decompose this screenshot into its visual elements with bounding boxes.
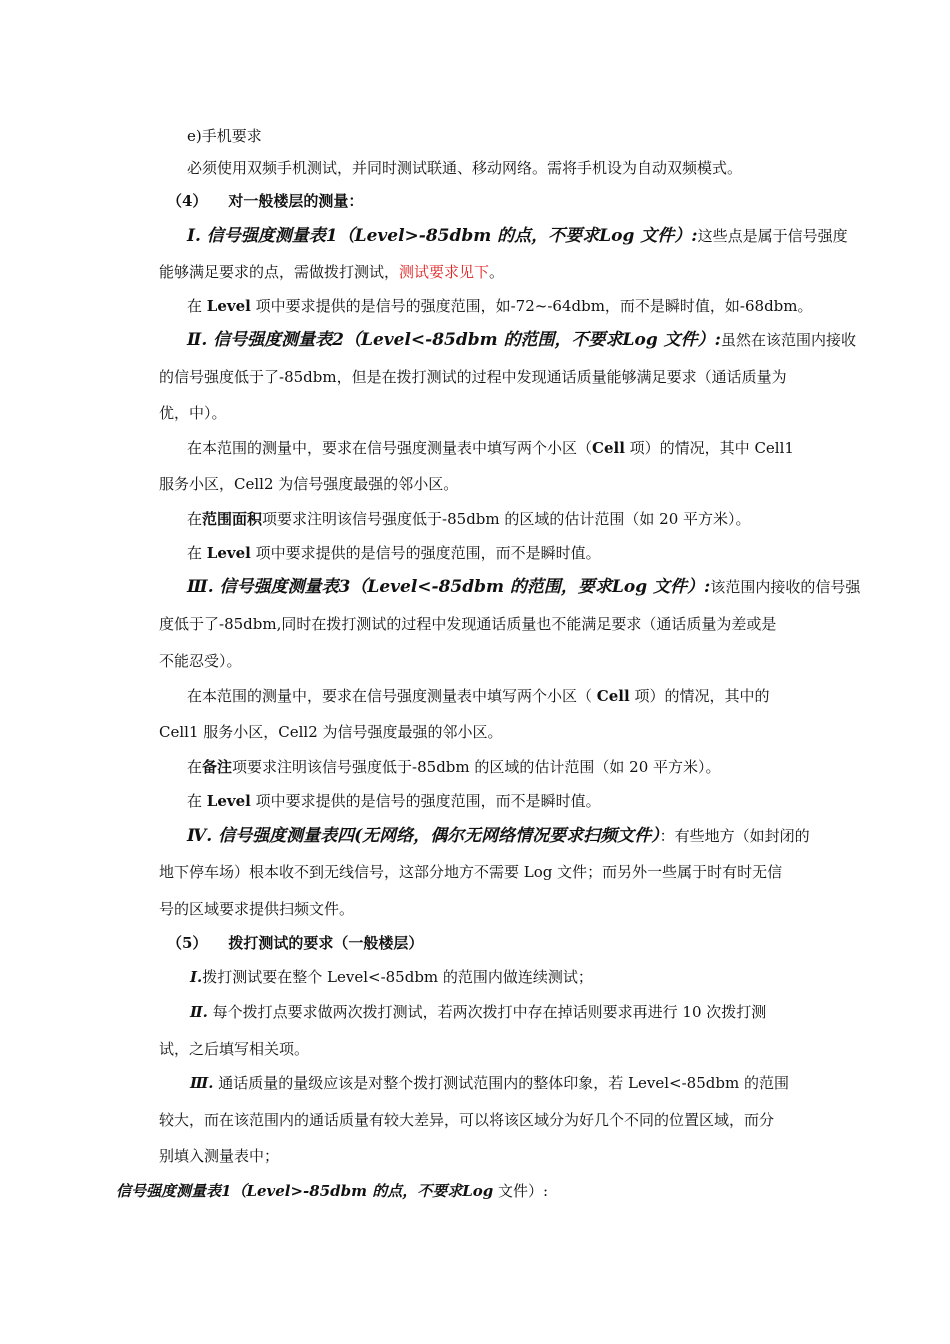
paragraph-line: 在 Level 项中要求提供的是信号的强度范围，而不是瞬时值。 <box>187 792 601 810</box>
dial-test-item-1: Ⅰ.拨打测试要在整个 Level<-85dbm 的范围内做连续测试； <box>190 968 593 986</box>
paragraph-line: 在备注项要求注明该信号强度低于-85dbm 的区域的估计范围（如 20 平方米）。 <box>187 758 721 776</box>
paragraph-line: 的信号强度低于了-85dbm，但是在拨打测试的过程中发现通话质量能够满足要求（通话质量为 <box>159 368 787 386</box>
measurement-table-4-intro: Ⅳ. 信号强度测量表四(无网络，偶尔无网络情况要求扫频文件）：有些地方（如封闭的 <box>187 826 810 846</box>
section-heading-4: （4） 对一般楼层的测量： <box>167 192 364 210</box>
paragraph-line: 不能忍受）。 <box>159 652 242 670</box>
paragraph-line: 别填入测量表中； <box>159 1147 280 1165</box>
paragraph-line: 度低于了-85dbm,同时在拨打测试的过程中发现通话质量也不能满足要求（通话质量为差或是 <box>159 615 777 633</box>
dial-test-item-2: Ⅱ. 每个拨打点要求做两次拨打测试，若两次拨打中存在掉话则要求再进行 10 次拨打测 <box>190 1003 767 1021</box>
dial-test-item-3: Ⅲ. 通话质量的量级应该是对整个拨打测试范围内的整体印象，若 Level<-85dbm 的范围 <box>190 1074 789 1092</box>
paragraph-line: 在本范围的测量中，要求在信号强度测量表中填写两个小区（Cell 项）的情况，其中 Cell1 <box>187 439 794 457</box>
paragraph-line: 在本范围的测量中，要求在信号强度测量表中填写两个小区（ Cell 项）的情况，其中的 <box>187 687 770 705</box>
section-heading-5: （5） 拨打测试的要求（一般楼层） <box>167 934 424 952</box>
paragraph-line: Cell1 服务小区，Cell2 为信号强度最强的邻小区。 <box>159 723 503 741</box>
section-heading-phone-requirements: e)手机要求 <box>187 127 262 145</box>
paragraph-line: 优，中）。 <box>159 404 227 422</box>
measurement-table-3-intro: Ⅲ. 信号强度测量表3（Level<-85dbm 的范围，要求Log 文件）:该范围内接收的信号强 <box>187 577 861 597</box>
table-caption: 信号强度测量表1（Level>-85dbm 的点，不要求Log 文件）: <box>116 1182 549 1200</box>
paragraph-line: 地下停车场）根本收不到无线信号，这部分地方不需要 Log 文件；而另外一些属于时有时无信 <box>159 863 783 881</box>
paragraph-line: 服务小区，Cell2 为信号强度最强的邻小区。 <box>159 475 459 493</box>
paragraph-line: 在范围面积项要求注明该信号强度低于-85dbm 的区域的估计范围（如 20 平方米）。 <box>187 510 751 528</box>
test-requirement-highlight: 测试要求见下 <box>399 263 490 281</box>
paragraph-line: 在 Level 项中要求提供的是信号的强度范围，如-72~-64dbm，而不是瞬时值，如-68dbm。 <box>187 297 813 315</box>
paragraph-line: 较大，而在该范围内的通话质量有较大差异，可以将该区域分为好几个不同的位置区域，而分 <box>159 1111 775 1129</box>
paragraph-line: 能够满足要求的点，需做拨打测试，测试要求见下。 <box>159 263 505 281</box>
paragraph-line: 在 Level 项中要求提供的是信号的强度范围，而不是瞬时值。 <box>187 544 601 562</box>
paragraph-line: 号的区域要求提供扫频文件。 <box>159 900 355 918</box>
paragraph-line: 必须使用双频手机测试，并同时测试联通、移动网络。需将手机设为自动双频模式。 <box>187 159 743 177</box>
measurement-table-1-intro: Ⅰ. 信号强度测量表1（Level>-85dbm 的点，不要求Log 文件）:这些点是属于信号强度 <box>187 226 848 246</box>
paragraph-line: 试，之后填写相关项。 <box>159 1040 310 1058</box>
measurement-table-2-intro: Ⅱ. 信号强度测量表2（Level<-85dbm 的范围，不要求Log 文件）:虽然在该范围内接收 <box>187 330 856 350</box>
